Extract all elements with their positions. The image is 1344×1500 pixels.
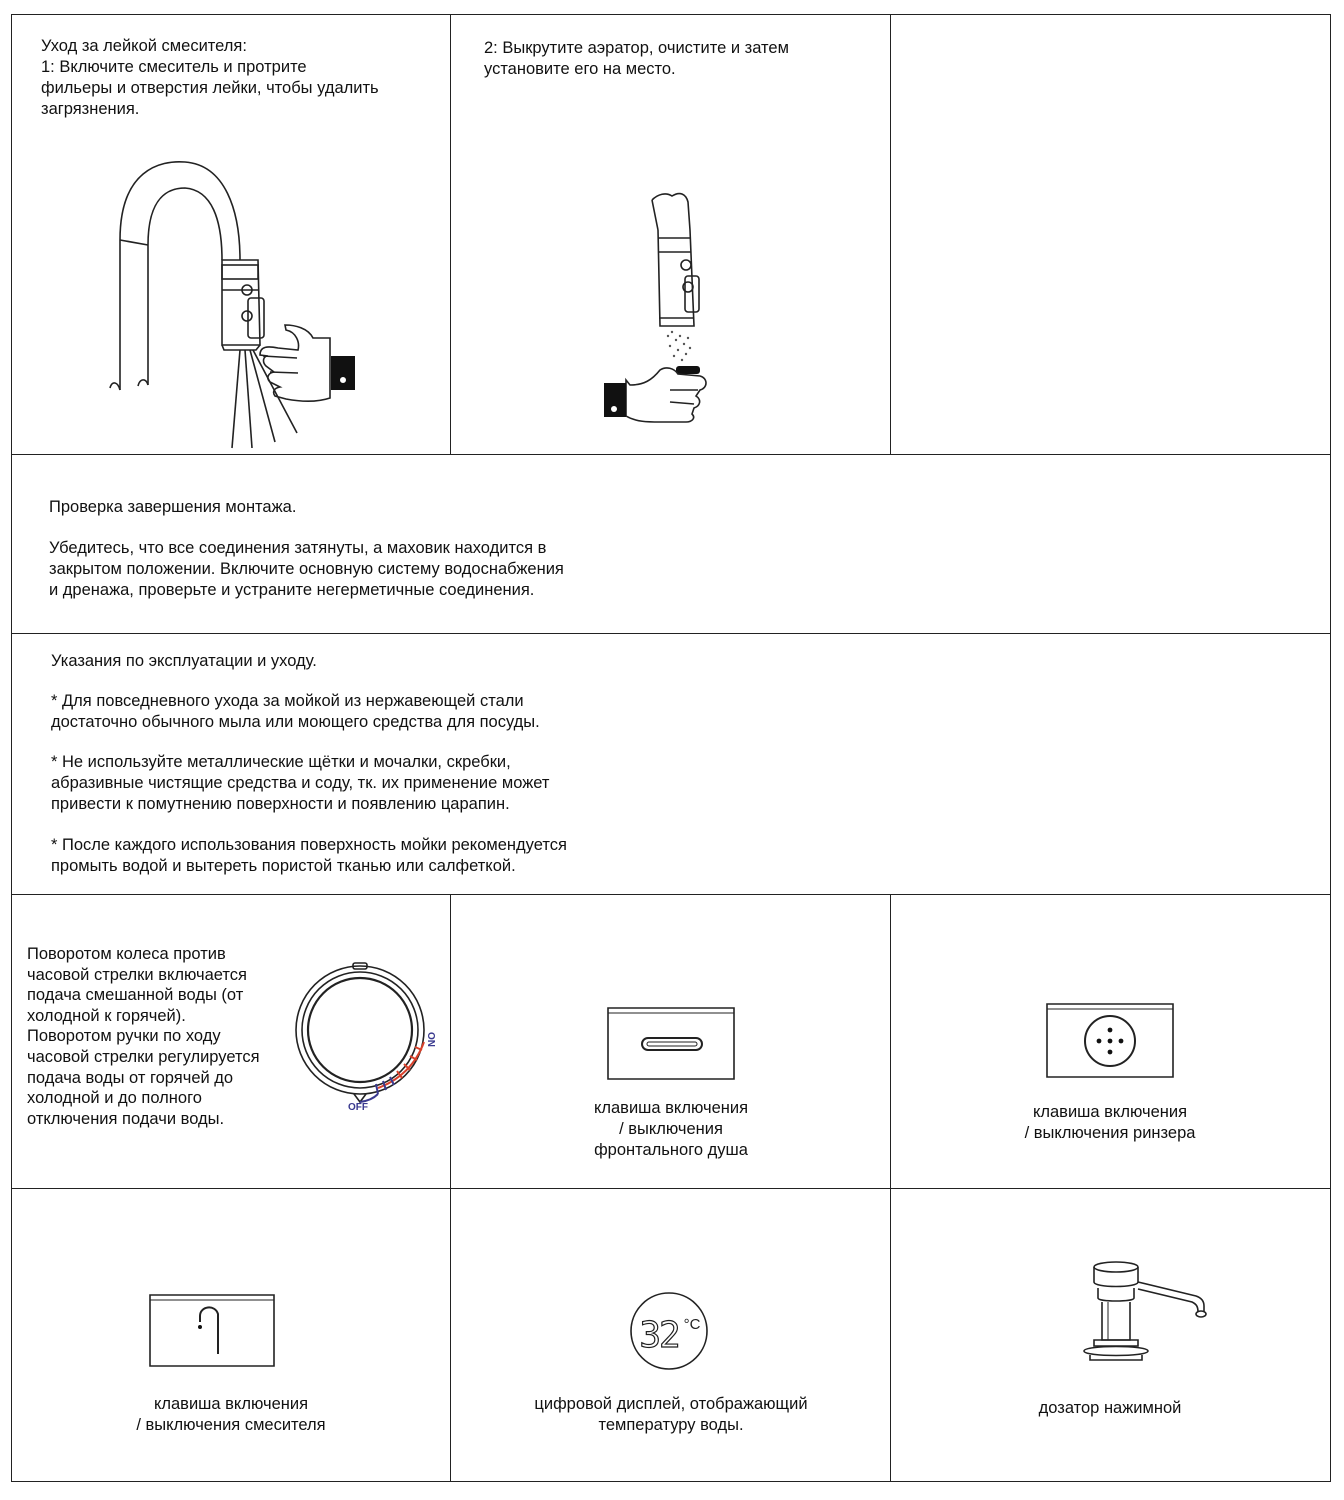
install-check-body: Убедитесь, что все соединения затянуты, а маховик находится в закрытом положении. Включите основную систему водоснабжения и дренажа, проверьте и устраните негерметичные соединения. xyxy=(49,539,564,599)
spray-care-text: Уход за лейкой смесителя: 1: Включите смеситель и протрите фильеры и отверстия лейки, чтобы удалить загрязнения. xyxy=(41,37,379,118)
front-shower-button-illustration xyxy=(605,1005,737,1083)
operation-item-2: * Не используйте металлические щётки и мочалки, скребки, абразивные чистящие средства и соду, тк. их применение может привести к помутнению поверхности и появлению царапин. xyxy=(51,753,550,813)
mixer-button-illustration xyxy=(147,1292,277,1370)
display-label: цифровой дисплей, отображающий температуру воды. xyxy=(534,1395,808,1434)
rinser-button-illustration xyxy=(1044,1001,1176,1081)
aerator-care-text: 2: Выкрутите аэратор, очистите и затем установите его на место. xyxy=(484,39,789,78)
col-divider-bottom-2 xyxy=(890,894,891,1482)
rinser-label: клавиша включения / выключения ринзера xyxy=(1024,1103,1196,1142)
display-value: 32 xyxy=(639,1315,679,1356)
install-check-title: Проверка завершения монтажа. xyxy=(49,498,297,516)
operation-title: Указания по эксплуатации и уходу. xyxy=(51,652,317,670)
operation-item-1: * Для повседневного ухода за мойкой из нержавеющей стали достаточно обычного мыла или моющего средства для посуды. xyxy=(51,692,540,731)
wheel-description: Поворотом колеса против часовой стрелки включается подача смешанной воды (от холодной к горячей). Поворотом ручки по ходу часовой стрелки регулируется подача воды от горячей до холодной и до полного отключения подачи воды. xyxy=(27,945,260,1128)
col-divider-bottom-1 xyxy=(450,894,451,1482)
col-divider-top-1 xyxy=(450,14,451,454)
aerator-removal-illustration xyxy=(600,190,730,430)
temperature-display-illustration xyxy=(614,1293,724,1375)
control-wheel-illustration xyxy=(290,960,450,1120)
row-divider-1 xyxy=(11,454,1331,455)
wheel-off-label: OFF xyxy=(348,1102,368,1113)
row-divider-2 xyxy=(11,633,1331,634)
row-divider-3 xyxy=(11,894,1331,895)
display-unit: °C xyxy=(683,1316,701,1333)
front-shower-label: клавиша включения / выключения фронтального душа xyxy=(593,1099,749,1159)
operation-item-3: * После каждого использования поверхность мойки рекомендуется промыть водой и вытереть пористой тканью или салфеткой. xyxy=(51,836,567,875)
dispenser-label: дозатор нажимной xyxy=(1038,1399,1182,1417)
mixer-label: клавиша включения / выключения смесителя xyxy=(136,1395,326,1434)
soap-dispenser-illustration xyxy=(1078,1258,1228,1368)
wheel-on-label: ON xyxy=(425,1032,436,1047)
faucet-spray-illustration xyxy=(100,150,420,450)
row-divider-4 xyxy=(11,1188,1331,1189)
col-divider-top-2 xyxy=(890,14,891,454)
